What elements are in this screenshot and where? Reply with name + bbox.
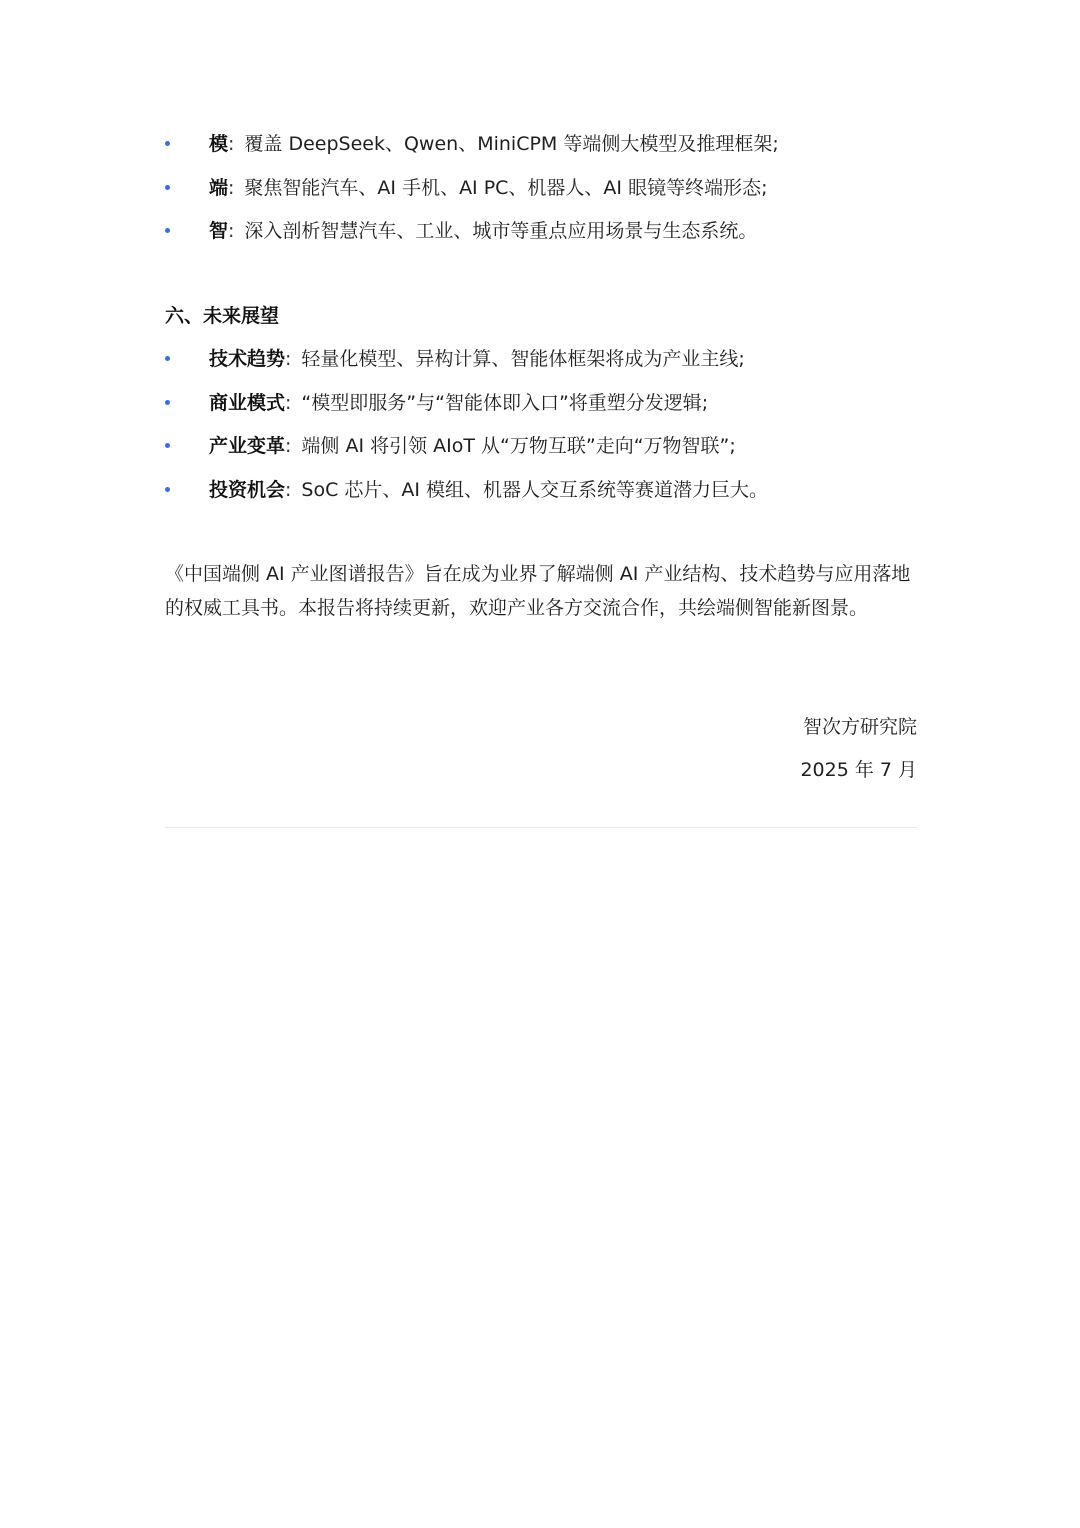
bullet-dot-icon (165, 141, 170, 146)
list-item-content (209, 213, 757, 249)
list-item-content (209, 428, 736, 464)
list-item-desc: “模型即服务”与“智能体即入口”将重塑分发逻辑; (301, 391, 709, 414)
list-item (165, 126, 917, 170)
signature-date: 2025 年 7 月 (800, 759, 917, 781)
list-item-desc: 轻量化模型、异构计算、智能体框架将成为产业主线; (301, 348, 745, 370)
list-item-content (209, 341, 745, 377)
list-item-desc: 覆盖 DeepSeek、Qwen、MiniCPM 等端侧大模型及推理框架; (244, 133, 779, 155)
bullet-dot-icon (165, 443, 170, 448)
list-item-desc: SoC 芯片、AI 模组、机器人交互系统等赛道潜力巨大。 (301, 478, 769, 501)
list-item-term: 产业变革 (209, 435, 286, 457)
bullet-dot-icon (165, 228, 170, 233)
list-item-desc: 深入剖析智慧汽车、工业、城市等重点应用场景与生态系统。 (244, 220, 758, 242)
list-item (165, 472, 917, 516)
list-item-colon: : (285, 478, 292, 501)
list-item-term: 投资机会 (209, 478, 286, 501)
list-item-content (209, 385, 708, 421)
bullet-dot-icon (165, 487, 170, 492)
list-item-colon: : (285, 348, 292, 370)
list-item-colon: : (285, 435, 292, 457)
list-item-term: 端 (209, 176, 229, 199)
signature-org: 智次方研究院 (802, 716, 917, 738)
list-item (165, 385, 917, 429)
list-item-term: 商业模式 (209, 391, 286, 414)
scope-list (165, 126, 917, 257)
list-item-term: 技术趋势 (209, 348, 286, 370)
list-item-desc: 端侧 AI 将引领 AIoT 从“万物互联”走向“万物智联”; (301, 435, 736, 457)
list-item-desc: 聚焦智能汽车、AI 手机、AI PC、机器人、AI 眼镜等终端形态; (244, 176, 768, 199)
outlook-list (165, 341, 917, 515)
section-heading: 六、未来展望 (165, 305, 280, 327)
bullet-dot-icon (165, 185, 170, 190)
list-item (165, 213, 917, 257)
list-item (165, 170, 917, 214)
list-item (165, 341, 917, 385)
signature-block (800, 706, 917, 792)
list-item-colon: : (285, 391, 292, 414)
list-item-term: 智 (209, 220, 229, 242)
list-item-colon: : (228, 220, 235, 242)
list-item (165, 428, 917, 472)
list-item-colon: : (228, 133, 235, 155)
list-item-term: 模 (209, 133, 229, 155)
list-item-content (209, 472, 768, 508)
bullet-dot-icon (165, 400, 170, 405)
bullet-dot-icon (165, 356, 170, 361)
summary-paragraph: 《中国端侧 AI 产业图谱报告》旨在成为业界了解端侧 AI 产业结构、技术趋势与应用落地的权威工具书。本报告将持续更新，欢迎产业各方交流合作，共绘端侧智能新图景。 (165, 563, 911, 619)
list-item-content (209, 126, 779, 162)
divider (165, 827, 917, 828)
list-item-colon: : (228, 176, 235, 199)
list-item-content (209, 170, 767, 206)
